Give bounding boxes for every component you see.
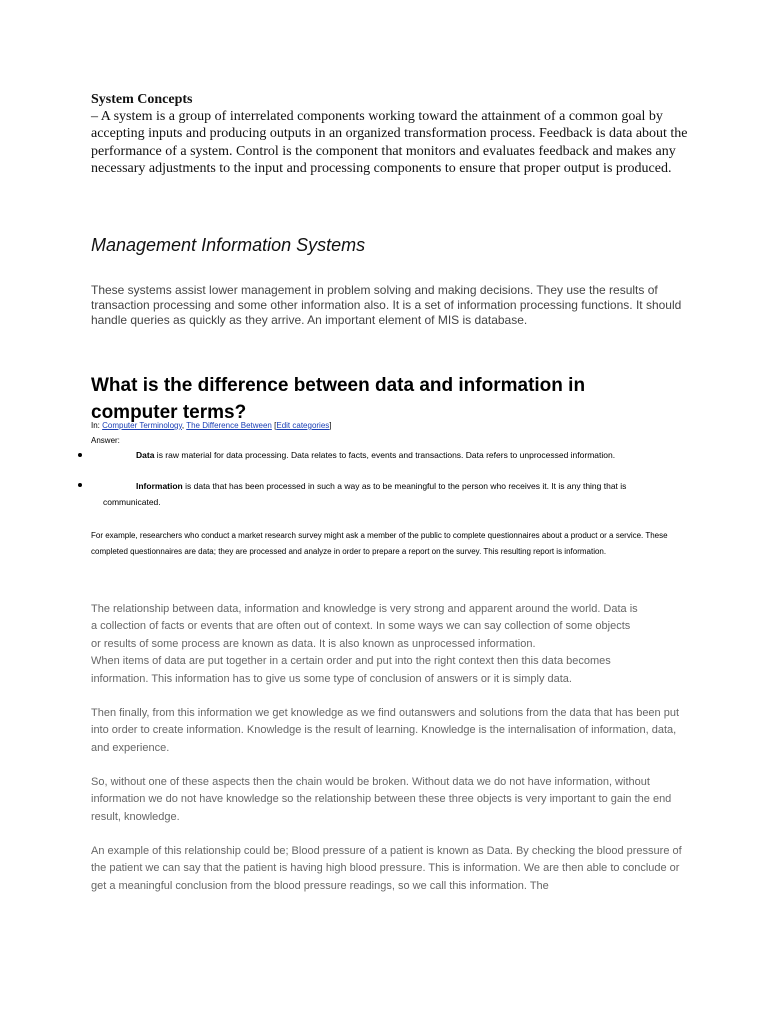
- system-concepts-body: – A system is a group of interrelated components working toward the attainment of a common goal by accepting inputs and producing outputs in an organized transformation process. Feedback is data about the performance of a system. Control is the component that monitors and evaluates feedback and makes any necessary adjustments to the input and processing components to ensure that proper output is produced.: [91, 109, 688, 177]
- paragraph-line: a collection of facts or events that are often out of context. In some ways we can say collection of some objects: [91, 620, 631, 633]
- paragraph-line: When items of data are put together in a certain order and put into the right context then this data becomes: [91, 655, 611, 668]
- knowledge-paragraph-2: Then finally, from this information we get knowledge as we find outanswers and solutions from the data that has been put into order to create information. Knowledge is the result of learning. Knowledge is the internalisation of information, data, and experience.: [91, 707, 680, 754]
- definition-information: [103, 478, 683, 510]
- knowledge-paragraph-4: An example of this relationship could be; Blood pressure of a patient is known as Data. By checking the blood pressure of the patient we can say that the patient is having high blood pressure. This is information. We are then able to conclude or get a meaningful conclusion from the blood pressure readings, so we call this information. The: [91, 845, 682, 892]
- category-line: [91, 420, 332, 431]
- in-prefix: In:: [91, 421, 100, 430]
- definition-data: [103, 447, 683, 463]
- link-computer-terminology[interactable]: Computer Terminology: [102, 421, 182, 430]
- mis-title: Management Information Systems: [91, 235, 366, 255]
- example-paragraph: For example, researchers who conduct a market research survey might ask a member of the public to complete questionnaires about a product or a service. These completed questionnaires are data; they are processed and analyze in order to prepare a report on the survey. This resulting report is information.: [91, 531, 668, 556]
- system-concepts-section: [91, 92, 691, 178]
- bullet-marker: [78, 483, 82, 487]
- link-the-difference-between[interactable]: The Difference Between: [186, 421, 272, 430]
- mis-body: These systems assist lower management in problem solving and making decisions. They use the results of transaction processing and some other information also. It is a set of information processing functions. It should handle queries as quickly as they arrive. An important element of MIS is database.: [91, 283, 682, 327]
- link-edit-categories[interactable]: Edit categories: [276, 421, 330, 430]
- knowledge-paragraph-1: [91, 601, 691, 688]
- paragraph-line: The relationship between data, information and knowledge is very strong and apparent around the world. Data is: [91, 603, 638, 615]
- definition-term: Information: [136, 481, 183, 491]
- answer-label: Answer:: [91, 436, 120, 445]
- system-concepts-title: System Concepts: [91, 92, 193, 107]
- category-separator: ,: [181, 421, 185, 430]
- difference-title: What is the difference between data and information in computer terms?: [91, 375, 586, 423]
- definition-text: is raw material for data processing. Data relates to facts, events and transactions. Data refers to unprocessed information.: [154, 450, 616, 460]
- bracket-close: ]: [329, 421, 332, 430]
- paragraph-line: information. This information has to give us some type of conclusion of answers or it is simply data.: [91, 672, 572, 685]
- definition-term: Data: [136, 450, 155, 460]
- knowledge-paragraph-3: So, without one of these aspects then the chain would be broken. Without data we do not have information, without information we do not have knowledge so the relationship between these three objects is very important to gain the end result, knowledge.: [91, 776, 672, 823]
- paragraph-line: or results of some process are known as data. It is also known as unprocessed information.: [91, 637, 536, 650]
- definition-text: is data that has been processed in such a way as to be meaningful to the person who receives it. It is any thing that is communicated.: [103, 481, 627, 507]
- bullet-marker: [78, 453, 82, 457]
- bracket-open: [: [274, 421, 277, 430]
